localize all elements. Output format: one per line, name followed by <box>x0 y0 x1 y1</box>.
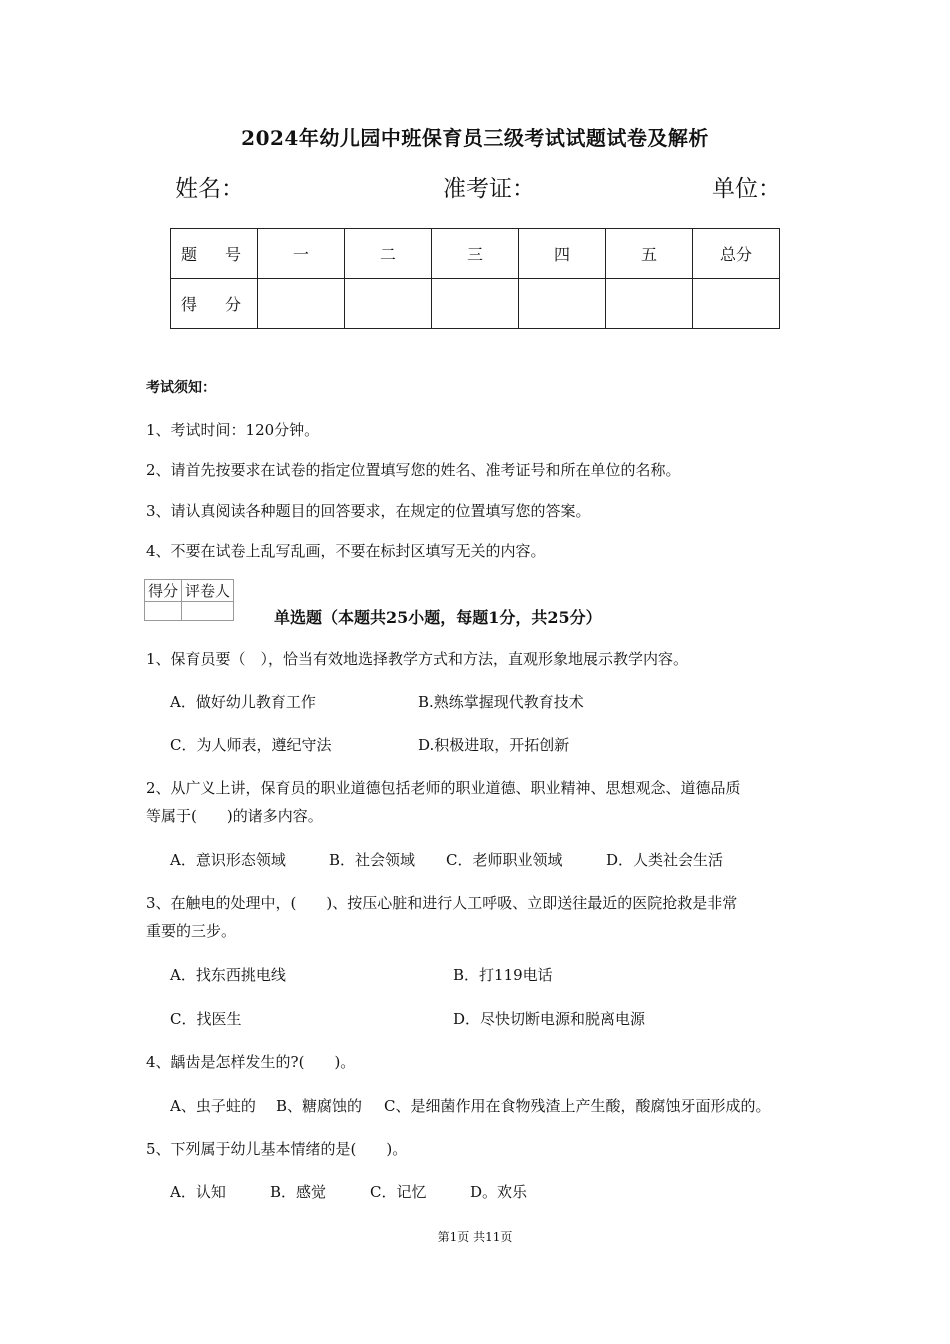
question-option: D.积极进取，开拓创新 <box>418 736 570 754</box>
question-stem: 1、保育员要（ ），恰当有效地选择教学方式和方法，直观形象地展示教学内容。 <box>146 650 689 668</box>
grader-reviewer-cell[interactable] <box>182 602 234 621</box>
notice-item: 3、请认真阅读各种题目的回答要求，在规定的位置填写您的答案。 <box>146 502 591 520</box>
question-option: B．打119电话 <box>453 966 553 984</box>
notice-item: 4、不要在试卷上乱写乱画，不要在标封区填写无关的内容。 <box>146 542 546 560</box>
score-cell-3[interactable] <box>432 279 519 329</box>
question-option: D。欢乐 <box>470 1183 528 1201</box>
question-stem: 4、龋齿是怎样发生的?( )。 <box>146 1053 356 1071</box>
score-header-5: 五 <box>606 229 693 279</box>
question-option: C．找医生 <box>170 1010 242 1028</box>
question-option: A、虫子蛀的 <box>170 1097 256 1115</box>
question-option: B．社会领域 <box>329 851 416 869</box>
grader-box <box>144 579 234 621</box>
page-footer: 第1页 共11页 <box>437 1230 513 1244</box>
question-option: B．感觉 <box>270 1183 327 1201</box>
score-header-4: 四 <box>519 229 606 279</box>
score-header-1: 一 <box>258 229 345 279</box>
question-stem: 3、在触电的处理中，( )、按压心脏和进行人工呼吸、立即送往最近的医院抢救是非常 <box>146 894 738 912</box>
score-table-score-row <box>171 279 780 329</box>
grader-reviewer-label: 评卷人 <box>182 580 234 602</box>
score-cell-total[interactable] <box>693 279 780 329</box>
name-field-label: 姓名： <box>175 176 244 202</box>
question-option: D．尽快切断电源和脱离电源 <box>453 1010 646 1028</box>
question-option: B、糖腐蚀的 <box>276 1097 363 1115</box>
question-option: A．找东西挑电线 <box>170 966 286 984</box>
score-header-2: 二 <box>345 229 432 279</box>
question-option: C．为人师表，遵纪守法 <box>170 736 332 754</box>
score-header-label: 题 号 <box>171 229 258 279</box>
question-option: C、是细菌作用在食物残渣上产生酸，酸腐蚀牙面形成的。 <box>384 1097 771 1115</box>
score-row-label: 得 分 <box>171 279 258 329</box>
score-table <box>170 228 780 329</box>
grader-score-label: 得分 <box>145 580 182 602</box>
score-table-header-row <box>171 229 780 279</box>
question-option: A．做好幼儿教育工作 <box>170 693 316 711</box>
score-header-total: 总分 <box>693 229 780 279</box>
notice-item: 2、请首先按要求在试卷的指定位置填写您的姓名、准考证号和所在单位的名称。 <box>146 461 681 479</box>
score-cell-5[interactable] <box>606 279 693 329</box>
unit-field-label: 单位： <box>712 176 781 202</box>
question-option: A．认知 <box>170 1183 226 1201</box>
question-stem: 重要的三步。 <box>146 922 237 940</box>
page-title: 2024年幼儿园中班保育员三级考试试题试卷及解析 <box>241 126 709 150</box>
question-option: C．老师职业领域 <box>446 851 563 869</box>
notice-title: 考试须知： <box>146 380 216 396</box>
exam-number-field-label: 准考证： <box>443 176 535 202</box>
question-option: A．意识形态领域 <box>170 851 286 869</box>
score-cell-1[interactable] <box>258 279 345 329</box>
question-option: B.熟练掌握现代教育技术 <box>418 693 584 711</box>
score-header-3: 三 <box>432 229 519 279</box>
section-title: 单选题（本题共25小题，每题1分，共25分） <box>274 608 602 627</box>
notice-item: 1、考试时间：120分钟。 <box>146 421 320 439</box>
question-stem: 等属于( )的诸多内容。 <box>146 807 323 825</box>
score-cell-2[interactable] <box>345 279 432 329</box>
question-stem: 2、从广义上讲，保育员的职业道德包括老师的职业道德、职业精神、思想观念、道德品质 <box>146 779 741 797</box>
score-cell-4[interactable] <box>519 279 606 329</box>
question-stem: 5、下列属于幼儿基本情绪的是( )。 <box>146 1140 408 1158</box>
question-option: D．人类社会生活 <box>606 851 724 869</box>
question-option: C．记忆 <box>370 1183 427 1201</box>
grader-score-cell[interactable] <box>145 602 182 621</box>
